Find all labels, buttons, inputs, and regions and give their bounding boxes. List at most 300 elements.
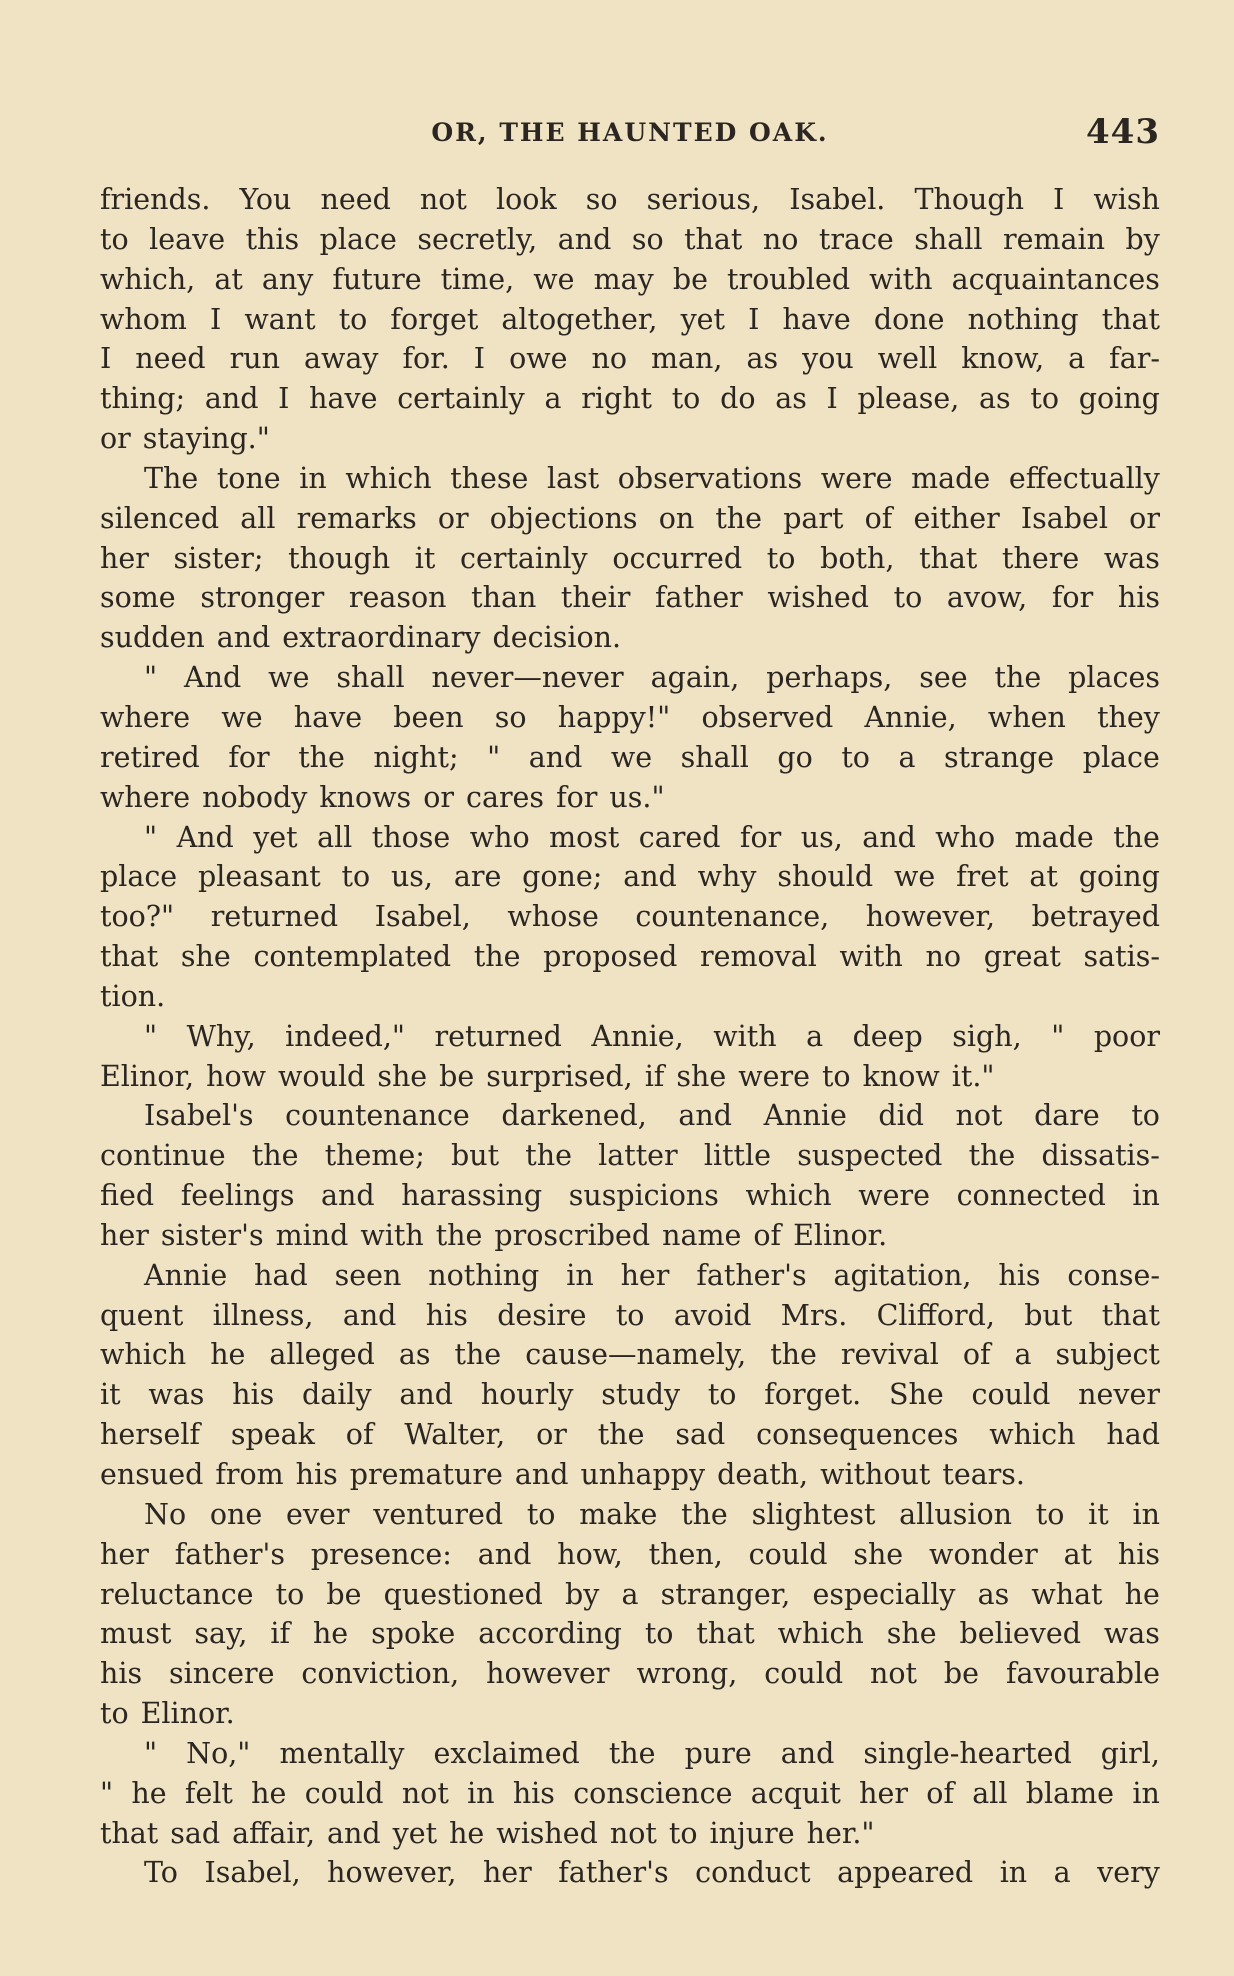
word: very (1097, 1856, 1160, 1890)
word: the (298, 740, 345, 774)
word: were (820, 461, 893, 495)
word: but (451, 1139, 500, 1173)
word: by (565, 1577, 600, 1611)
word: yet (253, 820, 298, 854)
text-line (100, 1375, 1160, 1415)
word: at (1029, 860, 1058, 894)
word: at (1063, 1537, 1093, 1571)
word: there (1002, 541, 1080, 575)
word: father's (696, 1258, 807, 1292)
word: blame (1025, 1776, 1115, 1810)
word: and (399, 1378, 453, 1412)
word: father's (558, 1856, 669, 1890)
word: we (268, 661, 310, 695)
text-line (100, 1136, 1160, 1176)
word: Walter, (404, 1418, 506, 1452)
word: for (1051, 581, 1094, 615)
word: if (270, 1617, 291, 1651)
word: for (228, 740, 270, 774)
word: questioned (383, 1577, 543, 1611)
word: objections (489, 501, 638, 535)
word: could (304, 1776, 384, 1810)
text-line (100, 618, 1160, 658)
word: conviction, (301, 1657, 460, 1691)
word: remarks (296, 501, 417, 535)
word: Isabel. (789, 183, 886, 216)
text-line (100, 379, 1160, 419)
word: part (783, 501, 844, 535)
text-line (100, 1495, 1160, 1535)
text-line (100, 1017, 1160, 1057)
text-line (100, 738, 1160, 778)
word: so (494, 700, 527, 734)
word: to (1131, 1099, 1160, 1133)
word: places (1068, 661, 1160, 695)
word: please, (857, 382, 960, 416)
word: and (528, 740, 583, 774)
word: could (748, 1537, 828, 1571)
word: which (100, 1338, 187, 1372)
word: " (487, 740, 501, 774)
word: with (869, 262, 933, 296)
word: well (877, 342, 938, 376)
word: we (894, 860, 936, 894)
word: speak (230, 1418, 315, 1452)
word: either (913, 501, 1000, 535)
text-line (100, 339, 1160, 379)
word: Isabel (1020, 501, 1109, 535)
word: I (278, 382, 290, 416)
text-line (100, 300, 1160, 340)
word: illness, (212, 1298, 314, 1332)
word: cause—namely, (525, 1338, 747, 1372)
word: could (764, 1657, 844, 1691)
word: not (419, 183, 467, 216)
word: reason (348, 581, 447, 615)
word: I (210, 302, 222, 336)
word: again, (650, 661, 740, 695)
word: been (393, 700, 464, 734)
word: a (544, 382, 562, 416)
word: little (703, 1139, 771, 1173)
word: need (135, 342, 206, 376)
word: us, (800, 820, 843, 854)
word: troubled (727, 262, 851, 296)
word: premature (349, 1458, 503, 1491)
text-line (100, 937, 1160, 977)
word: and (204, 382, 259, 416)
word: want (244, 302, 316, 336)
word: countenance, (635, 900, 830, 934)
word: subject (1055, 1338, 1160, 1372)
word: of (962, 1338, 991, 1372)
word: and (780, 1736, 835, 1770)
word: for. (402, 342, 450, 376)
word: ensued (100, 1458, 204, 1491)
word: She (888, 1378, 944, 1412)
word: he (131, 1776, 167, 1810)
word: Isabel, (204, 1856, 301, 1890)
word: he (1124, 1577, 1160, 1611)
word: need (320, 183, 391, 216)
word: quent (100, 1298, 184, 1332)
word: darkened, (501, 1099, 647, 1133)
word: with (839, 940, 903, 974)
word: this (245, 222, 300, 256)
word: alleged (269, 1338, 375, 1372)
word: going (1078, 860, 1160, 894)
word: Mrs. (780, 1298, 848, 1332)
word: You (239, 183, 292, 216)
word: that (1101, 302, 1160, 336)
word: not (401, 1776, 449, 1810)
word: and (678, 1099, 733, 1133)
word: with (713, 1019, 777, 1053)
word: stranger, (660, 1577, 791, 1611)
word: fret (956, 860, 1009, 894)
text-line (100, 220, 1160, 260)
word: ventured (373, 1497, 504, 1531)
word: Elinor, (100, 1059, 195, 1093)
word: have (309, 382, 378, 416)
word: appeared (837, 1856, 974, 1890)
word: I (1053, 183, 1065, 216)
word: decision. (492, 621, 622, 655)
word: effectually (1008, 461, 1160, 495)
word: but (1024, 1298, 1073, 1332)
word: all (972, 1776, 1008, 1810)
word: her (859, 1776, 908, 1810)
word: are (453, 860, 502, 894)
word: that (100, 940, 159, 974)
page-number: 443 (1086, 112, 1160, 152)
text-line (100, 260, 1160, 300)
word: that (100, 1816, 159, 1850)
word: Annie (144, 1258, 228, 1292)
word: away (304, 342, 379, 376)
word: place (319, 222, 397, 256)
word: the (454, 1338, 502, 1372)
word: these (450, 461, 529, 495)
word: her." (806, 1816, 875, 1850)
word: to (707, 1378, 737, 1412)
word: be (326, 1577, 362, 1611)
word: according (478, 1617, 622, 1651)
word: daily (302, 1378, 372, 1412)
word: the (473, 940, 521, 974)
word: to (341, 860, 371, 894)
word: all (240, 501, 276, 535)
word: had (1106, 1418, 1160, 1452)
word: revival (840, 1338, 939, 1372)
word: in (999, 1856, 1028, 1890)
word: Though (914, 183, 1024, 216)
word: agitation, (833, 1258, 972, 1292)
word: who (935, 820, 996, 854)
word: as (979, 382, 1011, 416)
word: which (345, 461, 432, 495)
text-line (100, 977, 1160, 1017)
word: dare (1034, 1099, 1100, 1133)
word: presence: (310, 1537, 452, 1571)
word: as (977, 1577, 1010, 1611)
word: secretly, (417, 222, 538, 256)
word: a (1053, 1856, 1071, 1890)
word: conscience (573, 1776, 733, 1810)
word: the (715, 501, 763, 535)
word: he (251, 1776, 287, 1810)
word: whose (507, 900, 599, 934)
word: " (100, 1776, 114, 1810)
word: we (533, 262, 575, 296)
word: staying." (142, 422, 270, 456)
word: sister; (173, 541, 264, 575)
word: so (585, 183, 618, 216)
word: " (144, 1736, 158, 1770)
word: wrong, (636, 1657, 738, 1691)
word: had (254, 1258, 308, 1292)
word: see (919, 661, 968, 695)
word: nobody (202, 780, 308, 814)
word: feelings (180, 1179, 295, 1213)
word: single-hearted (863, 1736, 1072, 1770)
word: stronger (200, 581, 325, 615)
word: returned (210, 900, 339, 934)
word: shall (680, 740, 749, 774)
word: the (525, 1139, 572, 1173)
text-line (100, 658, 1160, 698)
word: pure (684, 1736, 752, 1770)
word: certainly (397, 382, 525, 416)
word: believed (959, 1617, 1081, 1651)
text-line (100, 1296, 1160, 1336)
word: mind (275, 1218, 349, 1252)
word: sad (675, 1418, 726, 1452)
word: his (512, 1776, 555, 1810)
word: harassing (401, 1179, 543, 1213)
word: and (342, 1298, 397, 1332)
word: which (777, 1617, 864, 1651)
word: must (100, 1617, 172, 1651)
word: how, (557, 1537, 623, 1571)
word: without (820, 1458, 931, 1491)
word: to (1035, 1497, 1065, 1531)
body-text (100, 180, 1160, 1893)
word: his (425, 1298, 468, 1332)
word: place (100, 860, 178, 894)
word: herself (100, 1418, 201, 1452)
word: then, (648, 1537, 723, 1571)
word: was (1103, 541, 1160, 575)
word: and (514, 1458, 569, 1491)
word: some (100, 581, 176, 615)
word: injure (709, 1816, 795, 1850)
word: indeed," (285, 1019, 405, 1053)
word: and (623, 860, 677, 894)
word: she (180, 940, 231, 974)
word: tears. (942, 1458, 1025, 1491)
word: exclaimed (433, 1736, 580, 1770)
word: avow, (946, 581, 1028, 615)
word: ever (286, 1497, 350, 1531)
word: deep (852, 1019, 923, 1053)
word: however (486, 1657, 610, 1691)
word: thing; (100, 382, 186, 416)
word: latter (598, 1139, 678, 1173)
word: know (862, 1059, 940, 1093)
text-line (100, 1774, 1160, 1814)
word: though (288, 541, 391, 575)
word: removal (700, 940, 817, 974)
word: to (841, 740, 870, 774)
word: us." (609, 780, 665, 814)
word: run (229, 342, 280, 376)
word: consequences (756, 1418, 959, 1452)
word: Elinor. (793, 1218, 888, 1252)
text-line (100, 818, 1160, 858)
text-line (100, 1734, 1160, 1774)
word: he (312, 1617, 349, 1651)
word: that (1101, 1298, 1160, 1332)
word: his (295, 1458, 338, 1491)
word: suspected (797, 1139, 943, 1173)
word: friends. (100, 183, 211, 216)
word: her (482, 1856, 532, 1890)
word: all (317, 820, 353, 854)
word: in (467, 1776, 495, 1810)
word: he (210, 1338, 246, 1372)
word: serious, (646, 183, 761, 216)
word: going (1078, 382, 1160, 416)
word: made (911, 461, 991, 495)
word: altogether, (501, 302, 658, 336)
word: that (696, 1617, 755, 1651)
text-line (100, 1096, 1160, 1136)
word: could (971, 1378, 1051, 1412)
text-line (100, 1614, 1160, 1654)
word: acquaintances (951, 262, 1160, 296)
word: us, (390, 860, 433, 894)
word: not (870, 1657, 917, 1691)
word: father (654, 581, 743, 615)
word: knows (319, 780, 412, 814)
word: remain (1003, 222, 1105, 256)
word: occurred (612, 541, 743, 575)
word: it (100, 1378, 121, 1412)
word: And (176, 820, 234, 854)
word: sigh, (952, 1019, 1022, 1053)
word: mentally (279, 1736, 405, 1770)
word: trace (818, 222, 894, 256)
word: and (327, 1816, 381, 1850)
word: a (1068, 342, 1086, 376)
word: that (684, 222, 743, 256)
word: " (144, 661, 158, 695)
word: when (987, 700, 1066, 734)
word: so (631, 222, 664, 256)
word: to (100, 1697, 129, 1731)
word: would (278, 1059, 366, 1093)
text-line (100, 1535, 1160, 1575)
text-line (100, 578, 1160, 618)
word: perhaps, (766, 661, 893, 695)
word: they (1097, 700, 1160, 734)
word: was (148, 1378, 205, 1412)
word: connected (956, 1179, 1106, 1213)
word: were (738, 1059, 810, 1093)
word: spoke (371, 1617, 456, 1651)
word: her (100, 1218, 149, 1252)
word: and (557, 222, 612, 256)
word: be (672, 262, 708, 296)
word: Annie, (591, 1019, 684, 1053)
word: or (536, 1418, 567, 1452)
page-header (100, 112, 1160, 156)
text-line (100, 857, 1160, 897)
word: to (338, 302, 368, 336)
text-line (100, 180, 1160, 220)
word: dissatis- (1041, 1139, 1160, 1173)
word: slightest (751, 1497, 876, 1531)
word: observed (701, 700, 834, 734)
word: to (526, 1497, 556, 1531)
text-line (100, 1853, 1160, 1893)
word: do (720, 382, 756, 416)
word: I (473, 342, 486, 376)
word: however, (865, 900, 995, 934)
word: no (762, 222, 799, 256)
text-line (100, 1814, 1160, 1854)
text-line (100, 1654, 1160, 1694)
word: done (873, 302, 945, 336)
word: desire (497, 1298, 587, 1332)
word: in (566, 1258, 594, 1292)
text-line (100, 698, 1160, 738)
word: owe (509, 342, 568, 376)
word: or (437, 501, 469, 535)
word: to (615, 1298, 645, 1332)
word: on (658, 501, 695, 535)
word: shall (336, 661, 405, 695)
word: as (746, 342, 779, 376)
word: Annie (763, 1099, 847, 1133)
word: nothing (967, 302, 1079, 336)
word: to (668, 1816, 698, 1850)
word: have (293, 700, 363, 734)
word: her (100, 541, 149, 575)
word: forget. (764, 1378, 862, 1412)
word: a (806, 1019, 824, 1053)
word: at (214, 262, 243, 296)
word: sincere (169, 1657, 275, 1691)
word: I (748, 302, 760, 336)
word: happy!" (557, 700, 671, 734)
text-line (100, 499, 1160, 539)
word: a (1014, 1338, 1032, 1372)
word: countenance (285, 1099, 470, 1133)
word: as (775, 382, 807, 416)
word: it." (951, 1059, 995, 1093)
word: the (597, 1418, 645, 1452)
word: his (998, 1258, 1041, 1292)
word: unhappy (580, 1458, 706, 1491)
word: " (144, 1019, 158, 1053)
word: for (556, 780, 598, 814)
word: was (1103, 1617, 1160, 1651)
word: the (681, 1497, 728, 1531)
word: who (469, 820, 530, 854)
text-line (100, 419, 1160, 459)
